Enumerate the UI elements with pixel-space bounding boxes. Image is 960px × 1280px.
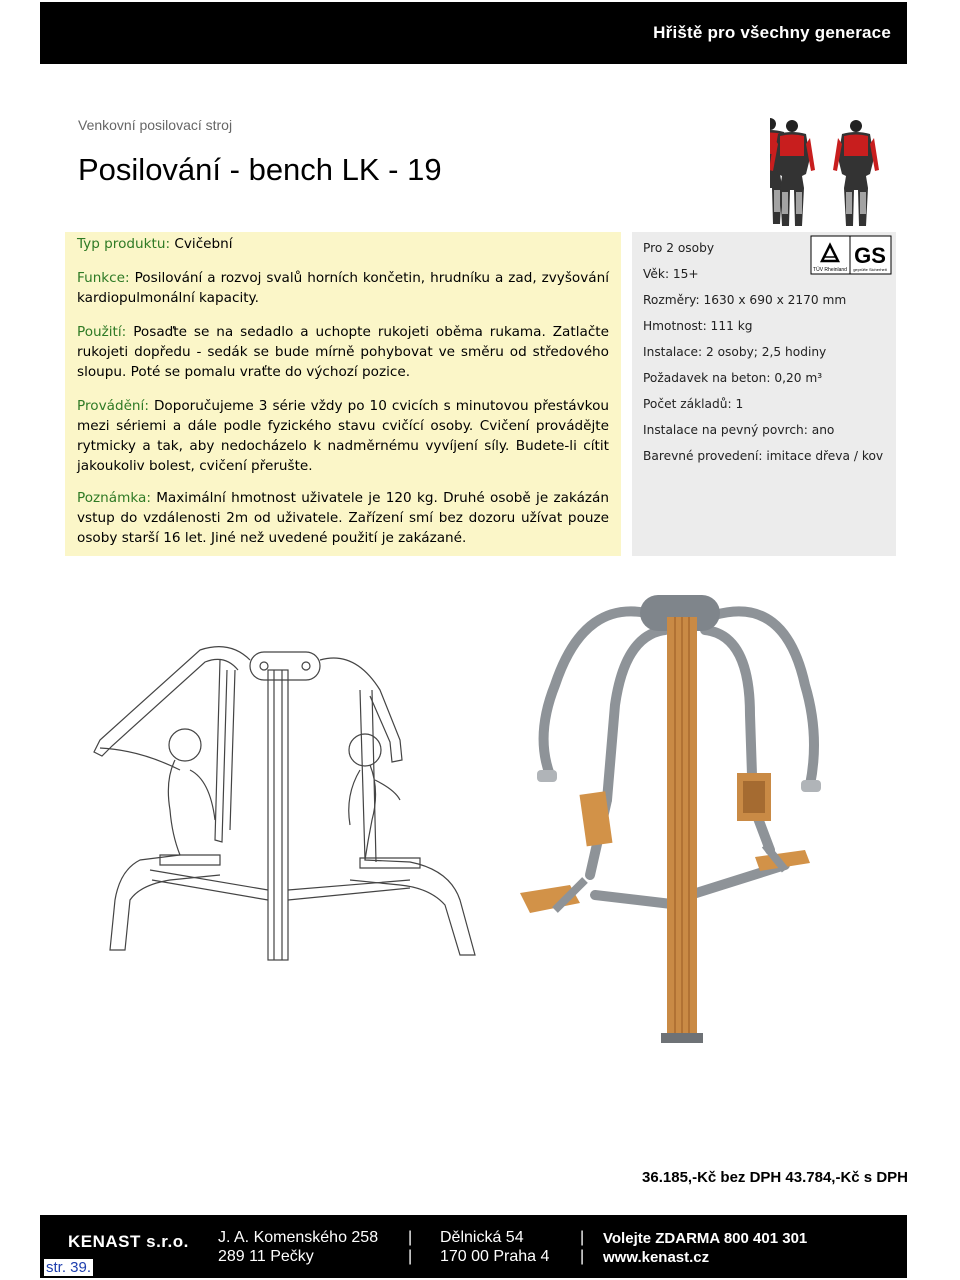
certification-logo bbox=[810, 235, 892, 275]
execution-text: Doporučujeme 3 série vždy po 10 cvicích s minutovou přestávkou mezi sériemi a dále podle fyzického stavu cvičící osoby. Cvičení provádějte rytmicky a tak, aby nedocházelo k nadměrnému vyvíjení síly. Budete-li cítit jakoukoliv bolest, cvičení přerušte. bbox=[77, 398, 609, 474]
specs-panel bbox=[632, 232, 896, 556]
footer-phone: Volejte ZDARMA 800 401 301 bbox=[603, 1230, 808, 1247]
usage-line-drawing bbox=[80, 630, 490, 970]
execution-label: Provádění: bbox=[77, 398, 149, 414]
muscle-figures-icon bbox=[770, 116, 890, 228]
price: 36.185,-Kč bez DPH 43.784,-Kč s DPH bbox=[642, 1169, 908, 1186]
note-paragraph bbox=[77, 488, 609, 548]
spec-foundations: Počet základů: 1 bbox=[643, 397, 744, 411]
footer-address2-line2: 170 00 Praha 4 bbox=[440, 1248, 550, 1265]
product-type bbox=[77, 234, 609, 254]
note-label: Poznámka: bbox=[77, 490, 151, 506]
footer-address1-line2: 289 11 Pečky bbox=[218, 1248, 314, 1265]
footer-separator: | bbox=[408, 1229, 413, 1246]
spec-weight: Hmotnost: 111 kg bbox=[643, 319, 753, 333]
usage-text: Posaďte se na sedadlo a uchopte rukojeti oběma rukama. Zatlačte rukojeti dopředu - sedák se bude mírně pohybovat ve směru od středového sloupu. Poté se pomalu vraťte do výchozí pozice. bbox=[77, 324, 609, 380]
product-type-value: Cvičební bbox=[174, 236, 233, 252]
page-title: Posilování - bench LK - 19 bbox=[78, 152, 442, 187]
spec-concrete: Požadavek na beton: 0,20 m³ bbox=[643, 371, 823, 385]
footer-separator: | bbox=[580, 1229, 585, 1246]
usage-label: Použití: bbox=[77, 324, 127, 340]
footer-company: KENAST s.r.o. bbox=[68, 1232, 189, 1251]
function-label: Funkce: bbox=[77, 270, 130, 286]
usage-paragraph bbox=[77, 322, 609, 382]
spec-age: Věk: 15+ bbox=[643, 267, 699, 281]
footer-separator: | bbox=[580, 1248, 585, 1265]
footer-web-link[interactable]: www.kenast.cz bbox=[603, 1249, 710, 1266]
execution-paragraph bbox=[77, 396, 609, 476]
spec-installation: Instalace: 2 osoby; 2,5 hodiny bbox=[643, 345, 827, 359]
spec-color: Barevné provedení: imitace dřeva / kov bbox=[643, 449, 884, 463]
product-description-panel bbox=[65, 232, 621, 556]
note-text: Maximální hmotnost uživatele je 120 kg. Druhé osobě je zakázán vstup do vzdálenosti 2m od uživatele. Zařízení smí bez dozoru užívat pouze osoby starší 16 let. Jiné než uvedené použití je zakázané. bbox=[77, 490, 609, 546]
footer-separator: | bbox=[408, 1248, 413, 1265]
footer-address1-line1: J. A. Komenského 258 bbox=[218, 1229, 379, 1246]
tuv-text: TÜV Rheinland bbox=[813, 267, 847, 273]
header-bar bbox=[40, 2, 907, 64]
footer bbox=[40, 1215, 907, 1278]
gs-text: GS bbox=[854, 243, 886, 268]
spec-hard-surface: Instalace na pevný povrch: ano bbox=[643, 423, 835, 437]
footer-address2-line1: Dělnická 54 bbox=[440, 1229, 524, 1246]
header-title: Hřiště pro všechny generace bbox=[653, 23, 891, 42]
function-paragraph bbox=[77, 268, 609, 308]
page-number: str. 39. bbox=[46, 1259, 92, 1276]
product-type-label: Typ produktu: bbox=[77, 236, 171, 252]
product-photo bbox=[515, 575, 835, 1045]
gs-sub-text: geprüfte Sicherheit bbox=[853, 267, 887, 272]
spec-persons: Pro 2 osoby bbox=[643, 241, 715, 255]
spec-dimensions: Rozměry: 1630 x 690 x 2170 mm bbox=[643, 293, 847, 307]
function-text: Posilování a rozvoj svalů horních končetin, hrudníku a zad, zvyšování kardiopulmonální kapacity. bbox=[77, 270, 609, 306]
product-category: Venkovní posilovací stroj bbox=[78, 117, 233, 133]
